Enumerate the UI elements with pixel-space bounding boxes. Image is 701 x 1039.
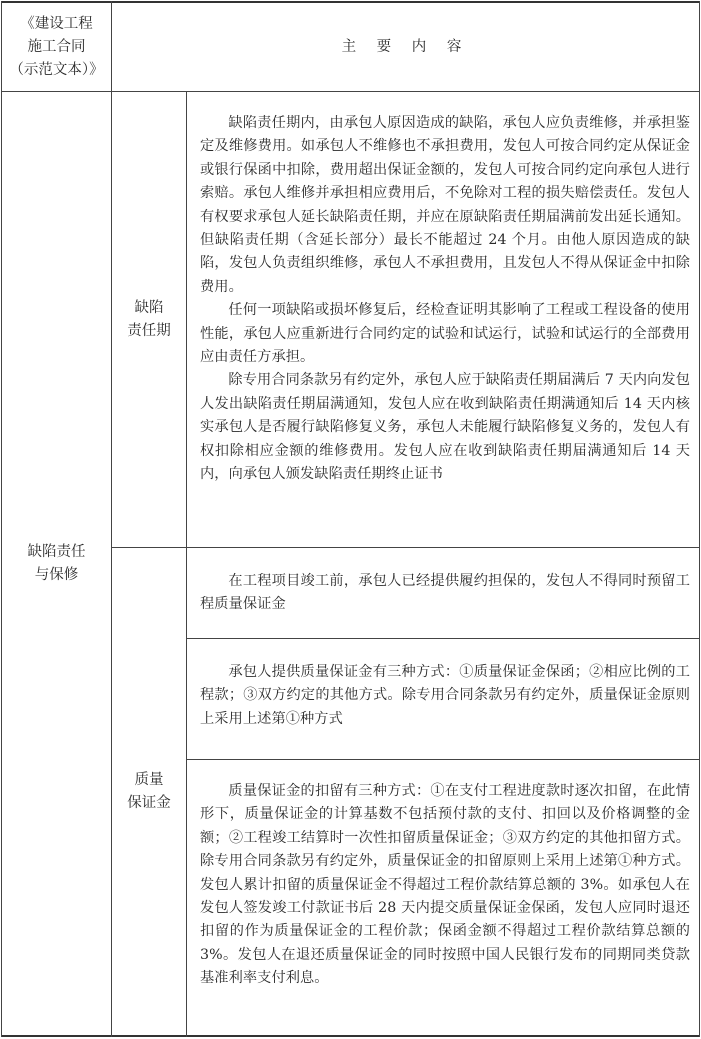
warranty-deposit-label-line-2: 保证金 <box>127 795 171 811</box>
col2-divider <box>186 91 187 1037</box>
defect-period-label <box>112 92 186 547</box>
warranty-deposit-content-2 <box>200 661 690 731</box>
table-right-border <box>699 1 700 1037</box>
deposit-row1-divider <box>186 638 700 639</box>
warranty-deposit-label-line-1: 质量 <box>134 772 164 788</box>
defect-period-label-line-2: 责任期 <box>127 322 171 339</box>
warranty-deposit-content-1 <box>200 570 690 617</box>
defect-period-content <box>200 112 690 487</box>
header-main-content: 主 要 内 容 <box>341 38 470 55</box>
defect-period-paragraph-3: 除专用合同条款另有约定外，承包人应于缺陷责任期届满后 7 天内向发包人发出缺陷责任期届满通知，发包人应在收到缺陷责任期满通知后 14 天内核实承包人是否履行缺陷修复义务，承包人未能履行缺陷修复义务的，发包人有权扣除相应金额的维修费用。发包人应在收到缺陷责任期届满通知后 14 天内，向承包人颁发缺陷责任期终止证书 <box>200 372 690 483</box>
header-title-line-1: 《建设工程 <box>20 15 93 32</box>
defect-period-paragraph-1: 缺陷责任期内，由承包人原因造成的缺陷，承包人应负责维修，并承担鉴定及维修费用。如承包人不维修也不承担费用，发包人可按合同约定从保证金或银行保函中扣除，费用超出保证金额的，发包人可按合同约定向承包人进行索赔。承包人维修并承担相应费用后，不免除对工程的损失赔偿责任。发包人有权要求承包人延长缺陷责任期，并应在原缺陷责任期届满前发出延长通知。但缺陷责任期（含延长部分）最长不能超过 24 个月。由他人原因造成的缺陷，发包人负责组织维修，承包人不承担费用，且发包人不得从保证金中扣除费用。 <box>200 115 690 295</box>
deposit-row2-divider <box>186 759 700 760</box>
section-label-line-1: 缺陷责任 <box>27 544 86 560</box>
defect-period-divider <box>111 547 700 548</box>
warranty-deposit-paragraph-1: 在工程项目竣工前，承包人已经提供履约担保的，发包人不得同时预留工程质量保证金 <box>200 573 690 613</box>
header-title-line-2: 施工合同 <box>27 38 86 55</box>
warranty-deposit-label <box>112 548 186 1036</box>
section-label <box>2 92 111 1036</box>
warranty-deposit-content-3 <box>200 780 690 991</box>
defect-period-paragraph-2: 任何一项缺陷或损坏修复后，经检查证明其影响了工程或工程设备的使用性能，承包人应重新进行合同约定的试验和试运行，试验和试运行的全部费用应由责任方承担。 <box>200 302 690 366</box>
header-contract-title <box>2 3 111 91</box>
section-label-line-2: 与保修 <box>34 567 79 583</box>
warranty-deposit-paragraph-2: 承包人提供质量保证金有三种方式：①质量保证金保函；②相应比例的工程款；③双方约定的其他方式。除专用合同条款另有约定外，质量保证金原则上采用上述第①种方式 <box>200 664 690 727</box>
header-title-line-3: （示范文本）》 <box>9 61 104 78</box>
warranty-deposit-paragraph-3: 质量保证金的扣留有三种方式：①在支付工程进度款时逐次扣留，在此情形下，质量保证金的计算基数不包括预付款的支付、扣回以及价格调整的金额；②工程竣工结算时一次性扣留质量保证金；③双方约定的其他扣留方式。除专用合同条款另有约定外，质量保证金的扣留原则上采用上述第①种方式。发包人累计扣留的质量保证金不得超过工程价款结算总额的 3%。如承包人在发包人签发竣工付款证书后 28 天内提交质量保证金保函，发包人应同时退还扣留的作为质量保证金的工程价款；保函金额不得超过工程价款结算总额的 3%。发包人在退还质量保证金的同时按照中国人民银行发布的同期同类贷款基准利率支付利息。 <box>200 783 690 987</box>
defect-period-label-line-1: 缺陷 <box>134 299 164 316</box>
